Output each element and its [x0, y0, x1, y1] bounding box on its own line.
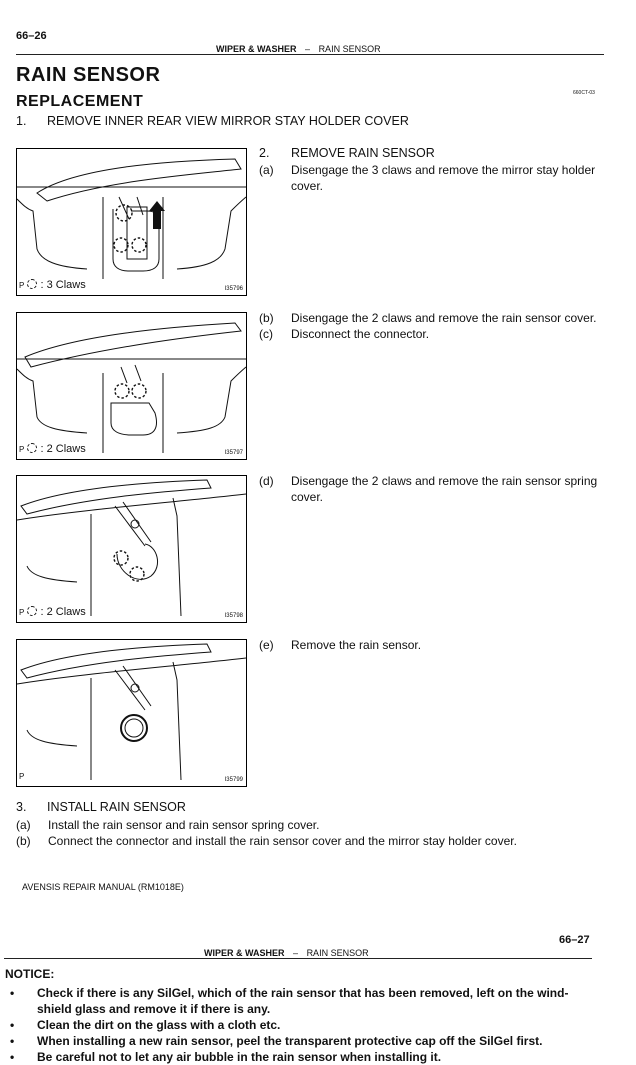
substep-e: [259, 637, 619, 653]
header-2-topic: RAIN SENSOR: [306, 948, 369, 958]
figure-2-marker: P: [19, 445, 25, 454]
page-title: RAIN SENSOR: [16, 64, 161, 86]
bullet-1: •: [10, 986, 15, 1000]
notice-item-2-text: Clean the dirt on the glass with a cloth etc.: [37, 1018, 281, 1032]
step-2: [259, 146, 619, 162]
substep-b: [259, 310, 619, 326]
notice-item-2: [10, 1017, 610, 1033]
substep-d: [259, 473, 619, 509]
running-header-2: [204, 948, 369, 958]
figure-4-drawing: [17, 640, 246, 786]
substep-d-label: (d): [259, 474, 274, 488]
notice-item-3-text: When installing a new rain sensor, peel the transparent protective cap off the SilGel first.: [37, 1034, 543, 1048]
step-2-number: 2.: [259, 146, 270, 160]
figure-4-caption: [19, 770, 24, 782]
notice-item-4: [10, 1049, 610, 1065]
figure-1-id: I35796: [224, 286, 243, 292]
substep-a-text: Disengage the 3 claws and remove the mirror stay holder cover.: [291, 163, 596, 193]
header-topic: RAIN SENSOR: [318, 44, 381, 54]
figure-3-caption-text: 2 Claws: [46, 606, 86, 618]
figure-3: [16, 475, 247, 623]
claw-legend-icon: [27, 279, 37, 289]
step-1-text: REMOVE INNER REAR VIEW MIRROR STAY HOLDER COVER: [47, 114, 409, 128]
step-3-substep-a-label: (a): [16, 818, 31, 832]
claw-legend-icon: [27, 606, 37, 616]
figure-2-caption: P : 2 Claws: [19, 443, 86, 455]
page-number: 66–26: [16, 30, 47, 42]
figure-3-marker: P: [19, 608, 25, 617]
notice-heading: NOTICE:: [5, 967, 55, 981]
section-title: REPLACEMENT: [16, 93, 144, 110]
figure-1: [16, 148, 247, 296]
figure-2-caption-text: 2 Claws: [46, 443, 86, 455]
substep-c-text: Disconnect the connector.: [291, 327, 430, 341]
header-dash: –: [305, 44, 311, 54]
figure-3-drawing: [17, 476, 246, 622]
notice-item-1: [10, 985, 610, 1017]
bullet-3: •: [10, 1034, 15, 1048]
bullet-4: •: [10, 1050, 15, 1064]
figure-1-marker: P: [19, 281, 25, 290]
figure-3-caption: P : 2 Claws: [19, 606, 86, 618]
header-section: WIPER & WASHER: [216, 44, 297, 54]
step-3-substep-b-text: Connect the connector and install the rain sensor cover and the mirror stay holder cover.: [48, 834, 517, 848]
header-2-dash: –: [293, 948, 299, 958]
substep-a: [259, 162, 619, 198]
figure-1-drawing: [17, 149, 246, 295]
step-3-substep-a: [16, 817, 616, 833]
substep-a-label: (a): [259, 163, 274, 177]
claw-legend-icon: [27, 443, 37, 453]
step-1: [16, 114, 616, 130]
figure-2-drawing: [17, 313, 246, 459]
notice-item-4-text: Be careful not to let any air bubble in the rain sensor when installing it.: [37, 1050, 442, 1064]
step-3-number: 3.: [16, 800, 27, 814]
substep-d-text: Disengage the 2 claws and remove the rain sensor spring cover.: [291, 474, 598, 504]
figure-4: [16, 639, 247, 787]
substep-c: [259, 326, 619, 342]
substep-b-label: (b): [259, 311, 274, 325]
header-rule-2: [4, 958, 592, 959]
figure-2-id: I35797: [224, 450, 243, 456]
notice-item-3: [10, 1033, 610, 1049]
bullet-2: •: [10, 1018, 15, 1032]
step-3: [16, 800, 416, 816]
figure-3-id: I35798: [224, 613, 243, 619]
page-number-2: 66–27: [559, 934, 590, 946]
figure-1-caption: P : 3 Claws: [19, 279, 86, 291]
substep-e-label: (e): [259, 638, 274, 652]
step-2-text: REMOVE RAIN SENSOR: [291, 146, 435, 160]
step-3-substep-a-text: Install the rain sensor and rain sensor spring cover.: [48, 818, 320, 832]
figure-2: [16, 312, 247, 460]
footer: AVENSIS REPAIR MANUAL (RM1018E): [22, 882, 184, 892]
step-3-substep-b: [16, 833, 616, 849]
header-2-section: WIPER & WASHER: [204, 948, 285, 958]
header-rule: [16, 54, 604, 55]
step-1-number: 1.: [16, 114, 27, 128]
substep-b-text: Disengage the 2 claws and remove the rain sensor cover.: [291, 311, 597, 325]
figure-1-caption-text: 3 Claws: [46, 279, 86, 291]
running-header: [216, 44, 381, 54]
step-3-text: INSTALL RAIN SENSOR: [47, 800, 186, 814]
doc-code: 660CT-03: [573, 90, 595, 96]
substep-c-label: (c): [259, 327, 273, 341]
substep-e-text: Remove the rain sensor.: [291, 638, 422, 652]
figure-4-marker: P: [19, 772, 25, 781]
figure-4-id: I35799: [224, 777, 243, 783]
notice-item-1-text: Check if there is any SilGel, which of the rain sensor that has been removed, left on the wind-shield glass and remove it if there is any.: [37, 986, 569, 1016]
step-3-substep-b-label: (b): [16, 834, 31, 848]
